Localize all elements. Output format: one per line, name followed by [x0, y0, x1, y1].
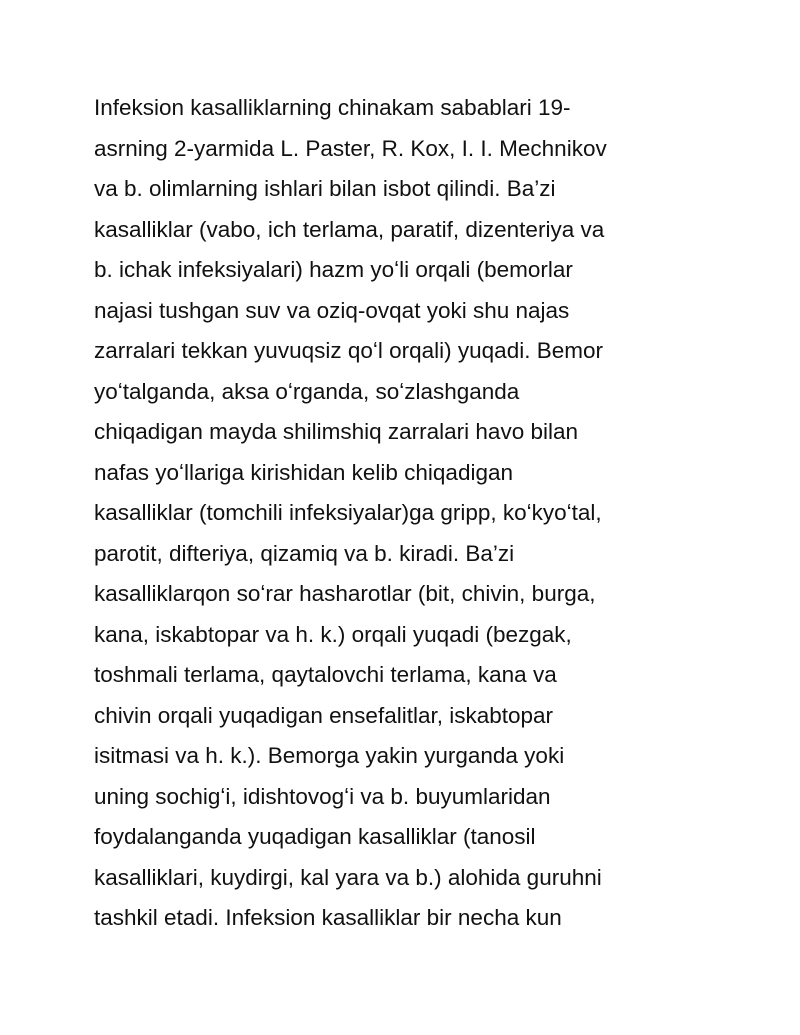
body-paragraph	[94, 88, 734, 939]
text-line: chivin orqali yuqadigan ensefalitlar, iskabtopar	[94, 702, 554, 728]
text-line: zarralari tekkan yuvuqsiz qoʻl orqali) yuqadi. Bemor	[94, 338, 603, 363]
text-line: chiqadigan mayda shilimshiq zarralari havo bilan	[94, 419, 579, 444]
text-line: kasalliklar (tomchili infeksiyalar)ga gripp, koʻkyoʻtal,	[94, 500, 602, 525]
text-line: najasi tushgan suv va oziq-ovqat yoki shu najas	[94, 297, 570, 323]
text-line: toshmali terlama, qaytalovchi terlama, kana va	[94, 662, 557, 687]
text-line: yoʻtalganda, aksa oʻrganda, soʻzlashganda	[94, 378, 520, 404]
text-line: asrning 2-yarmida L. Paster, R. Kox, I. I. Mechnikov	[94, 135, 607, 161]
text-line: kana, iskabtopar va h. k.) orqali yuqadi (bezgak,	[94, 621, 572, 647]
text-line: parotit, difteriya, qizamiq va b. kiradi. Ba’zi	[94, 540, 515, 566]
text-line: b. ichak infeksiyalari) hazm yoʻli orqali (bemorlar	[94, 257, 573, 282]
text-line: nafas yoʻllariga kirishidan kelib chiqadigan	[94, 459, 513, 485]
text-line: isitmasi va h. k.). Bemorga yakin yurganda yoki	[94, 743, 565, 768]
text-line: kasalliklar (vabo, ich terlama, paratif, dizenteriya va	[94, 216, 605, 242]
text-line: kasalliklarqon soʻrar hasharotlar (bit, chivin, burga,	[94, 581, 596, 606]
text-line: va b. olimlarning ishlari bilan isbot qilindi. Ba’zi	[94, 176, 556, 201]
text-line: kasalliklari, kuydirgi, kal yara va b.) alohida guruhni	[94, 864, 602, 890]
text-line: tashkil etadi. Infeksion kasalliklar bir necha kun	[94, 905, 562, 930]
text-line: foydalanganda yuqadigan kasalliklar (tanosil	[94, 824, 536, 849]
text-line: Infeksion kasalliklarning chinakam sabablari 19-	[94, 95, 571, 120]
text-line: uning sochigʻi, idishtovogʻi va b. buyumlaridan	[94, 783, 551, 809]
